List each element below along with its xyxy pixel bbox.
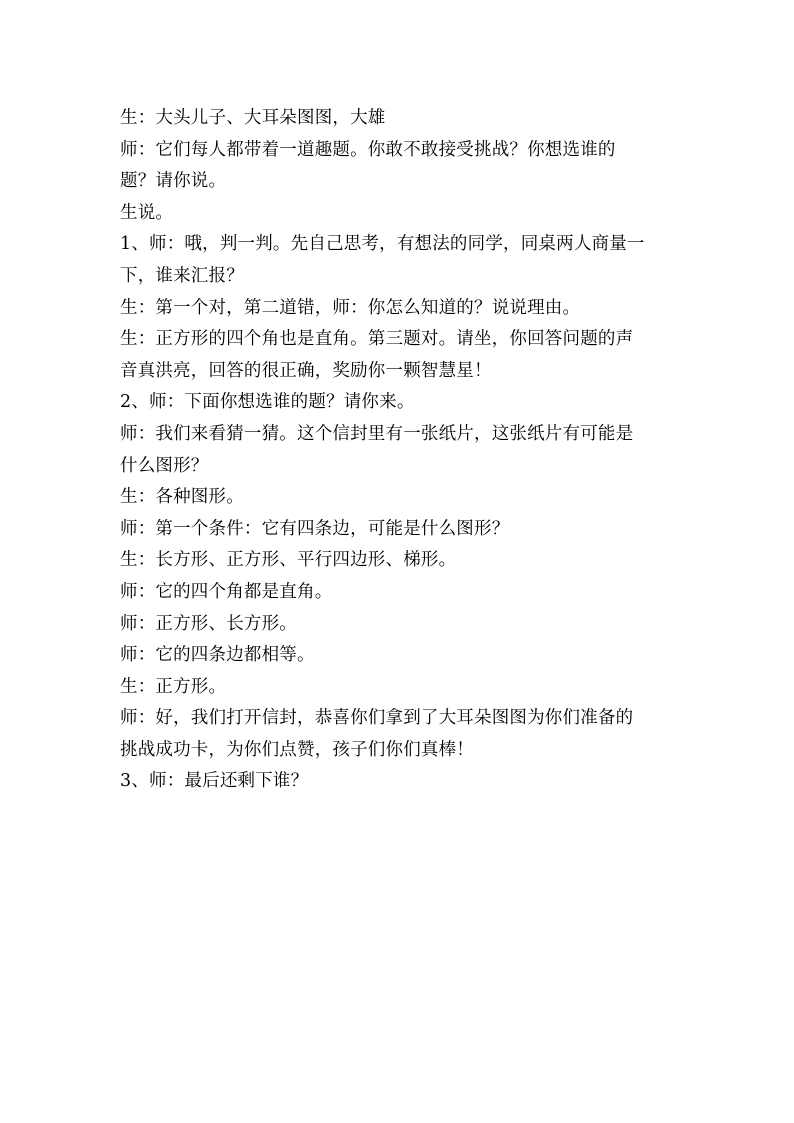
text-line: 生：第一个对，第二道错，师：你怎么知道的？说说理由。 <box>120 297 581 318</box>
text-line: 挑战成功卡，为你们点赞，孩子们你们真棒！ <box>120 739 474 760</box>
text-line: 1、师：哦，判一判。先自己思考，有想法的同学，同桌两人商量一 <box>120 234 645 255</box>
text-line: 题？请你说。 <box>120 171 227 192</box>
text-line: 什么图形？ <box>120 455 209 476</box>
text-line: 师：第一个条件：它有四条边，可能是什么图形？ <box>120 518 510 539</box>
text-line: 生：正方形。 <box>120 676 227 697</box>
text-line: 师：好，我们打开信封，恭喜你们拿到了大耳朵图图为你们准备的 <box>120 708 634 729</box>
text-line: 师：正方形、长方形。 <box>120 613 297 634</box>
document-body <box>120 103 680 798</box>
text-line: 生说。 <box>120 202 174 223</box>
text-line: 生：长方形、正方形、平行四边形、梯形。 <box>120 550 457 571</box>
text-line: 师：我们来看猜一猜。这个信封里有一张纸片，这张纸片有可能是 <box>120 423 634 444</box>
text-line: 生：正方形的四个角也是直角。第三题对。请坐，你回答问题的声 <box>120 329 634 350</box>
text-line: 生：各种图形。 <box>120 487 244 508</box>
text-line: 3、师：最后还剩下谁？ <box>120 771 309 792</box>
text-line: 生：大头儿子、大耳朵图图，大雄 <box>120 108 386 128</box>
text-line: 师：它的四个角都是直角。 <box>120 581 333 602</box>
text-line: 下，谁来汇报？ <box>120 265 244 286</box>
text-line: 师：它们每人都带着一道趣题。你敢不敢接受挑战？你想选谁的 <box>120 139 616 160</box>
text-line: 师：它的四条边都相等。 <box>120 645 315 666</box>
text-line: 2、师：下面你想选谁的题？请你来。 <box>120 392 415 413</box>
text-line: 音真洪亮，回答的很正确，奖励你一颗智慧星！ <box>120 360 492 381</box>
